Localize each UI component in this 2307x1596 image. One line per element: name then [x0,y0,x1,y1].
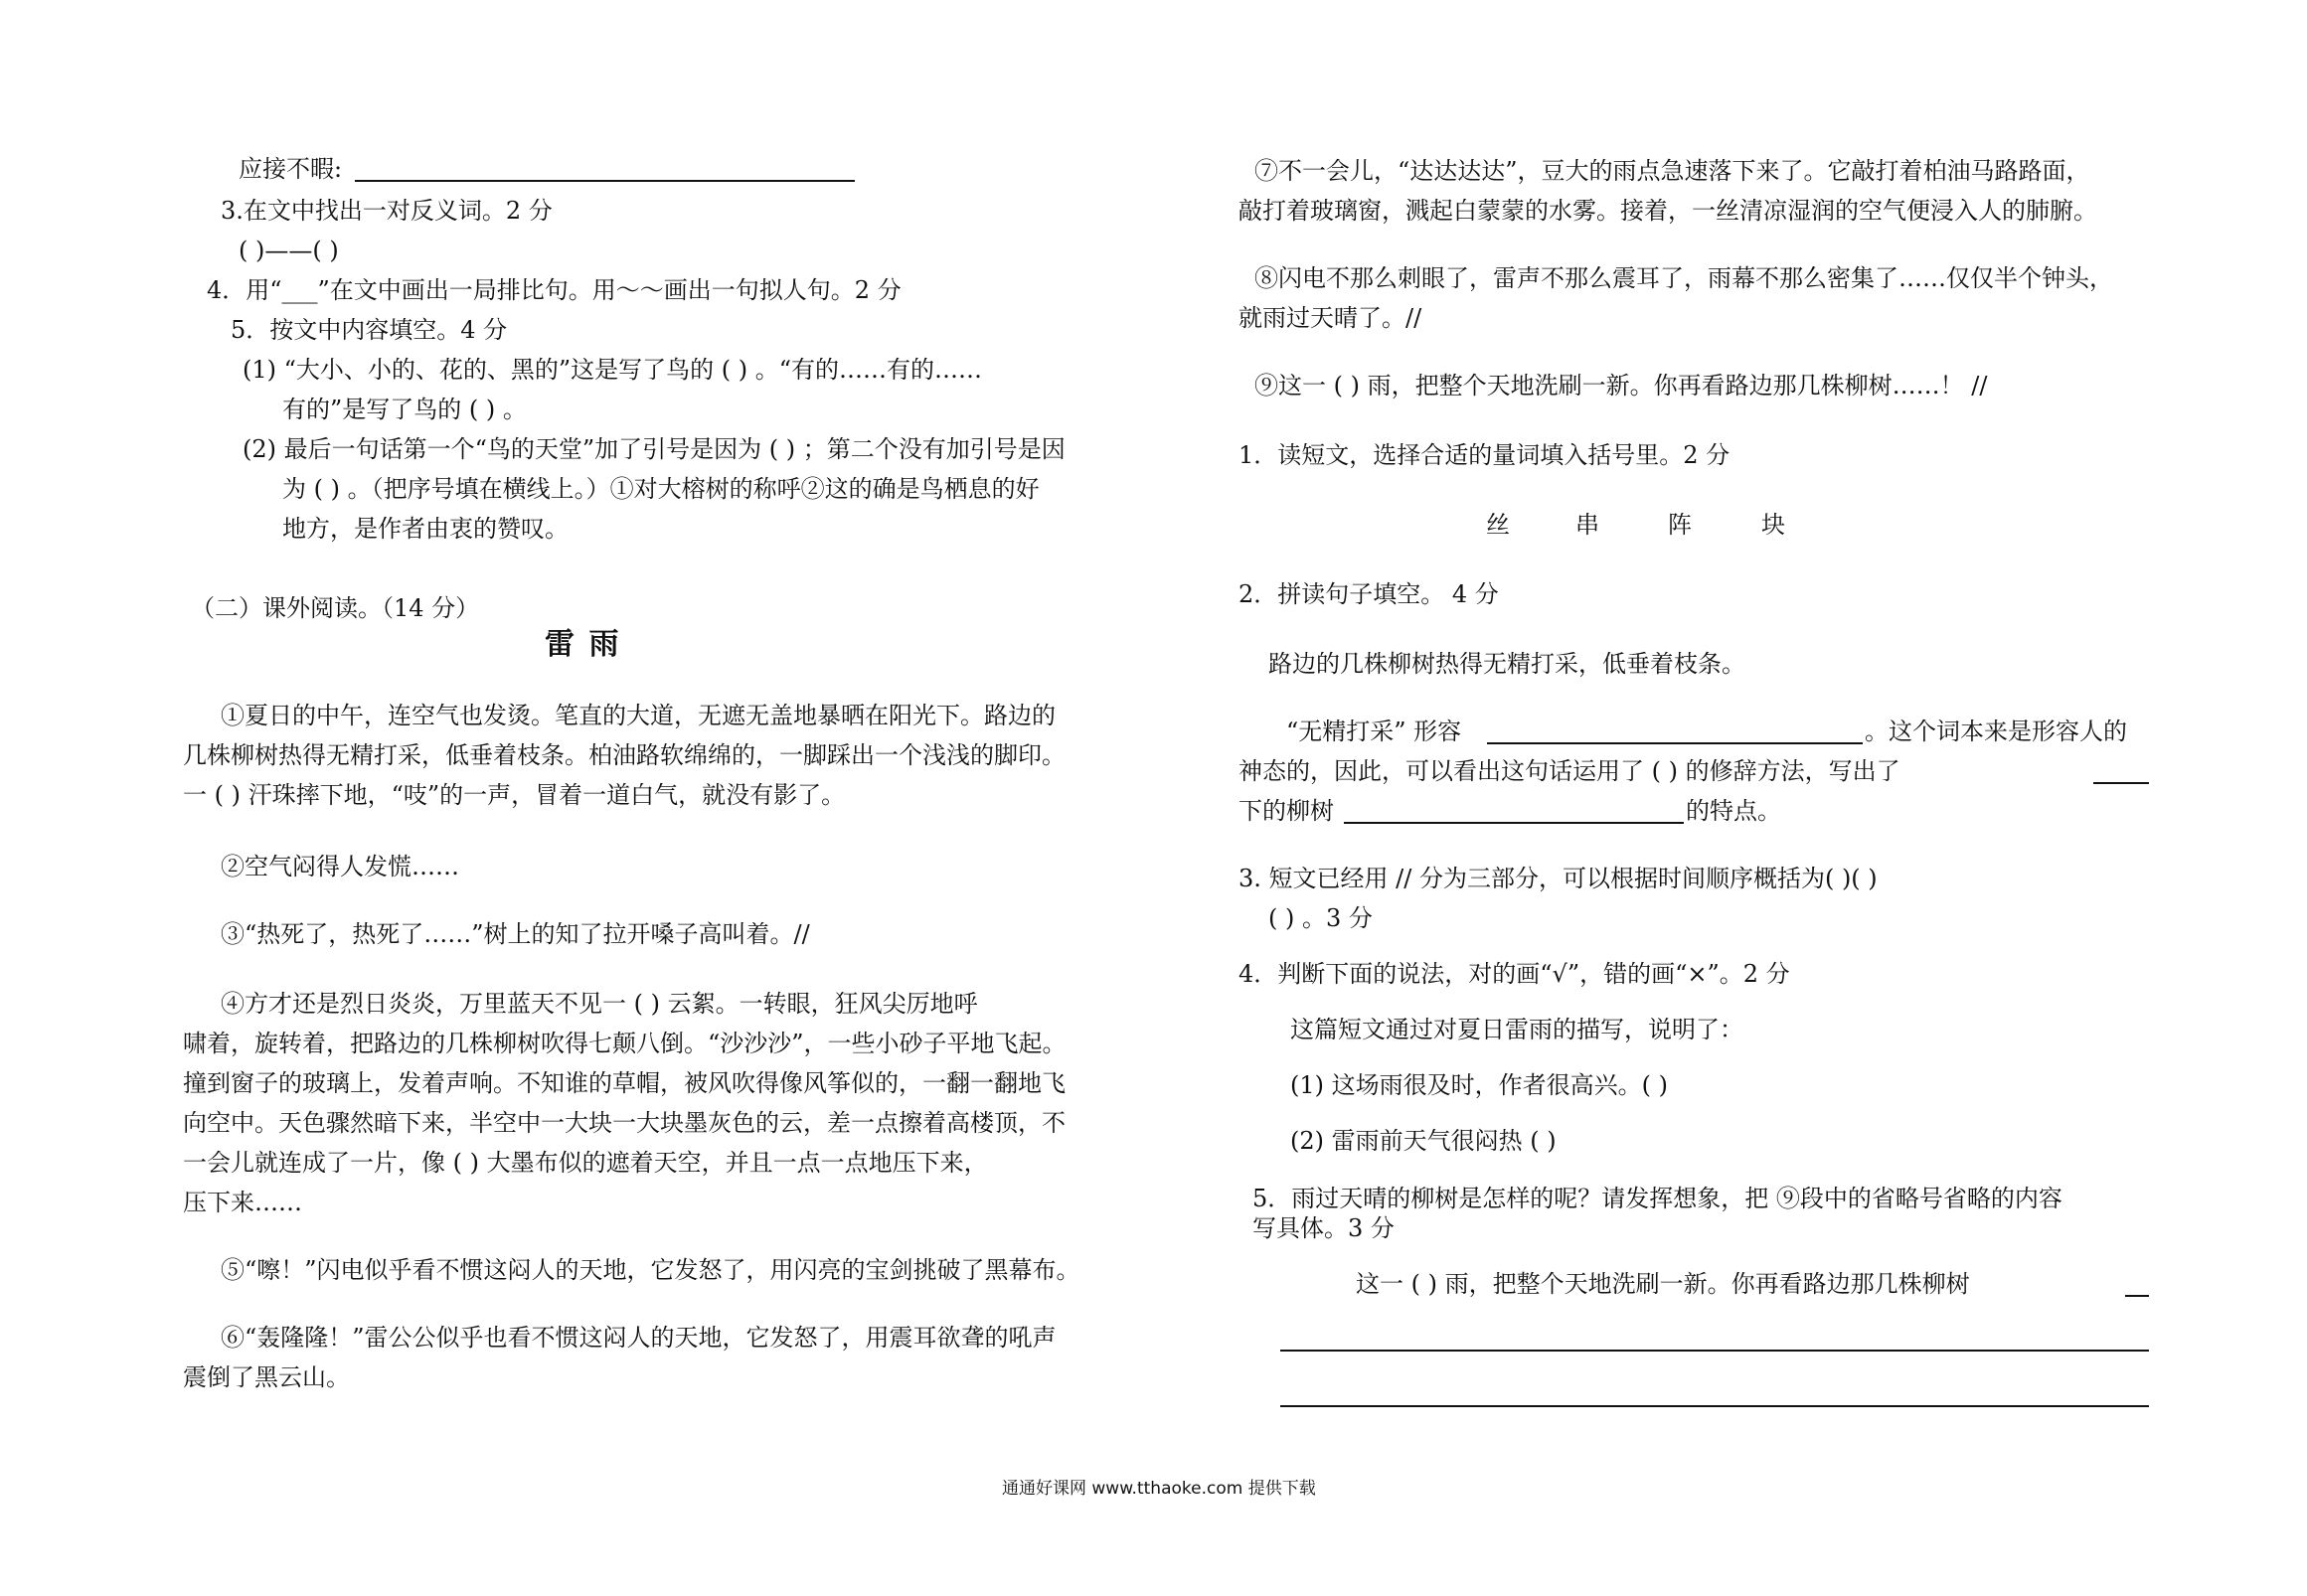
section-heading: （二）课外阅读。（14 分） [191,594,480,622]
paragraph-1-line3: 一 ( ) 汗珠摔下地，“吱”的一声，冒着一道白气，就没有影了。 [183,781,846,809]
measure-word-2: 串 [1575,511,1599,539]
question-3: 3.在文中找出一对反义词。2 分 [221,197,553,225]
answer-line [1344,822,1684,824]
paragraph-7-line1: ⑦不一会儿，“达达达达”，豆大的雨点急速落下来了。它敲打着柏油马路路面， [1254,157,2090,185]
paragraph-4-line6: 压下来…… [183,1189,302,1216]
question-3-blank: ( )——( ) [239,237,339,264]
paragraph-3: ③“热死了，热死了……”树上的知了拉开嗓子高叫着。// [221,920,810,948]
question-r2-line1b: 。这个词本来是形容人的 [1865,718,2127,745]
paragraph-1-line2: 几株柳树热得无精打采，低垂着枝条。柏油路软绵绵的，一脚踩出一个浅浅的脚印。 [183,741,1066,769]
question-r3: 3. 短文已经用 // 分为三部分，可以根据时间顺序概括为( )( ) [1238,865,1878,892]
page-footer: 通通好课网 www.tthaoke.com 提供下载 [1002,1479,1316,1499]
question-5-1-line1: (1) “大小、小的、花的、黑的”这是写了鸟的 ( ) 。“有的……有的…… [243,356,983,384]
question-r2-line3a: 下的柳树 [1238,797,1334,825]
paragraph-9: ⑨这一 ( ) 雨，把整个天地洗刷一新。你再看路边那几株柳树……！ // [1254,372,1988,399]
question-5: 5．按文中内容填空。4 分 [231,316,508,344]
question-r2-line3b: 的特点。 [1686,797,1781,825]
answer-line [1487,742,1863,744]
paragraph-4-line2: 啸着，旋转着，把路边的几株柳树吹得七颠八倒。“沙沙沙”，一些小砂子平地飞起。 [183,1030,1067,1057]
question-5-2-line2: 为 ( ) 。（把序号填在横线上。）①对大榕树的称呼②这的确是鸟栖息的好 [282,475,1040,503]
paragraph-4-line5: 一会儿就连成了一片，像 ( ) 大墨布似的遮着天空，并且一点一点地压下来， [183,1149,988,1177]
question-5-2-line3: 地方，是作者由衷的赞叹。 [282,515,569,543]
question-r2: 2．拼读句子填空。 4 分 [1238,580,1499,608]
paragraph-1-line1: ①夏日的中午，连空气也发烫。笔直的大道，无遮无盖地暴晒在阳光下。路边的 [221,702,1056,729]
paragraph-4-line4: 向空中。天色骤然暗下来，半空中一大块一大块墨灰色的云，差一点擦着高楼顶，不 [183,1109,1066,1137]
paragraph-4-line1: ④方才还是烈日炎炎，万里蓝天不见一 ( ) 云絮。一转眼，狂风尖厉地呼 [221,990,978,1018]
measure-word-4: 块 [1761,511,1785,539]
paragraph-8-line2: 就雨过天晴了。// [1238,304,1422,332]
question-4: 4．用“___”在文中画出一局排比句。用～～画出一句拟人句。2 分 [207,276,902,304]
passage-title: 雷 雨 [545,627,621,662]
answer-line [1280,1350,2149,1352]
question-r5-line2: 写具体。3 分 [1252,1214,1395,1242]
question-r2-line1a: “无精打采” 形容 [1286,718,1462,745]
question-r4-item1: (1) 这场雨很及时，作者很高兴。( ) [1290,1071,1668,1099]
measure-word-1: 丝 [1486,511,1510,539]
paragraph-8-line1: ⑧闪电不那么刺眼了，雷声不那么震耳了，雨幕不那么密集了……仅仅半个钟头， [1254,264,2113,292]
paragraph-5: ⑤“嚓！”闪电似乎看不惯这闷人的天地，它发怒了，用闪亮的宝剑挑破了黑幕布。 [221,1256,1080,1284]
paragraph-2: ②空气闷得人发慌…… [221,853,459,880]
question-r5-line1: 5．雨过天晴的柳树是怎样的呢？请发挥想象，把 ⑨段中的省略号省略的内容 [1252,1185,2062,1212]
paragraph-6-line1: ⑥“轰隆隆！”雷公公似乎也看不惯这闷人的天地，它发怒了，用震耳欲聋的吼声 [221,1324,1057,1352]
question-r2-line2: 神态的，因此，可以看出这句话运用了 ( ) 的修辞方法，写出了 [1238,757,1900,785]
question-r3-line2: ( ) 。3 分 [1268,904,1373,932]
question-5-1-line2: 有的”是写了鸟的 ( ) 。 [282,396,527,423]
question-r4-intro: 这篇短文通过对夏日雷雨的描写，说明了： [1290,1016,1743,1043]
answer-line [355,180,855,182]
paragraph-4-line3: 撞到窗子的玻璃上，发着声响。不知谁的草帽，被风吹得像风筝似的，一翻一翻地飞 [183,1069,1066,1097]
question-r2-sentence: 路边的几株柳树热得无精打采，低垂着枝条。 [1268,650,1745,678]
paragraph-7-line2: 敲打着玻璃窗，溅起白蒙蒙的水雾。接着，一丝清凉湿润的空气便浸入人的肺腑。 [1238,197,2097,225]
question-r4-item2: (2) 雷雨前天气很闷热 ( ) [1290,1127,1557,1155]
question-r4: 4．判断下面的说法，对的画“√”，错的画“×”。2 分 [1238,960,1790,988]
question-r5-prompt: 这一 ( ) 雨，把整个天地洗刷一新。你再看路边那几株柳树 [1356,1270,1970,1298]
question-5-2-line1: (2) 最后一句话第一个“鸟的天堂”加了引号是因为 ( ) ；第二个没有加引号是因 [243,435,1066,463]
answer-line [2125,1295,2149,1297]
paragraph-6-line2: 震倒了黑云山。 [183,1363,350,1391]
measure-word-3: 阵 [1668,511,1692,539]
q2-tail: 应接不暇: [239,155,343,183]
answer-line [1280,1405,2149,1407]
answer-line [2093,782,2149,784]
question-r1: 1．读短文，选择合适的量词填入括号里。2 分 [1238,441,1730,469]
